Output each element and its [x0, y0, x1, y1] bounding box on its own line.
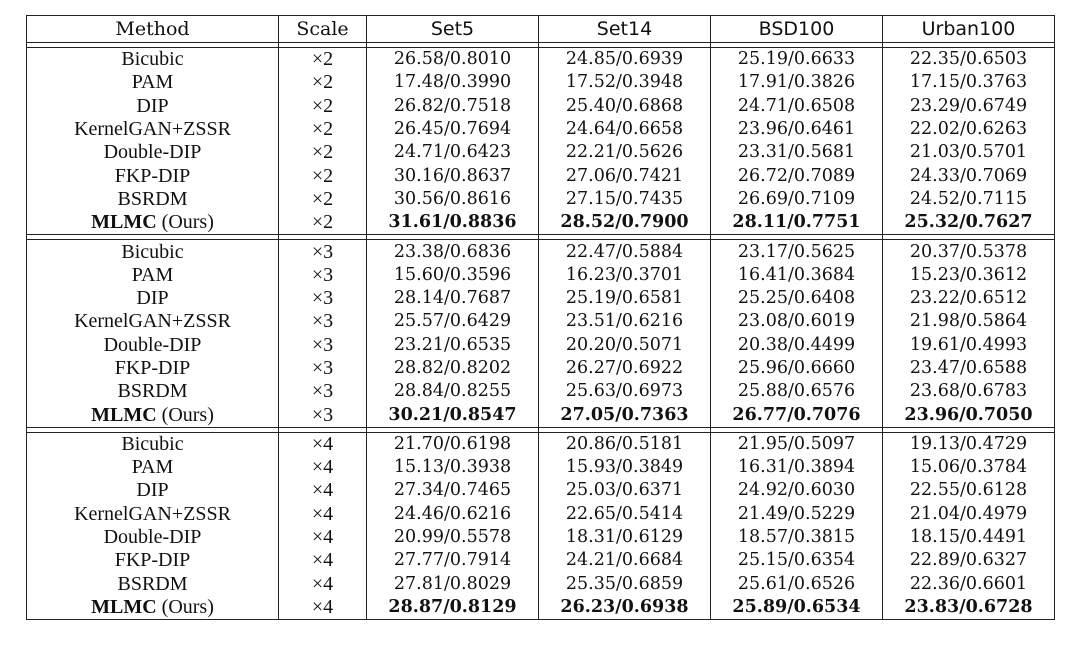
scale-cell: ×3: [279, 357, 367, 380]
value-cell: 22.36/0.6601: [883, 573, 1055, 596]
table-row: [27, 141, 1055, 164]
table-row: [27, 573, 1055, 596]
best-value-cell: 23.83/0.6728: [883, 596, 1055, 620]
scale-cell: ×4: [279, 479, 367, 502]
value-cell: 16.31/0.3894: [711, 456, 883, 479]
value-cell: 25.15/0.6354: [711, 549, 883, 572]
value-cell: 23.17/0.5625: [711, 240, 883, 264]
scale-cell: ×4: [279, 503, 367, 526]
method-cell: Bicubic: [27, 240, 279, 264]
ours-suffix: (Ours): [156, 211, 214, 234]
scale-cell: ×2: [279, 95, 367, 118]
scale-group: [27, 432, 1055, 619]
value-cell: 22.35/0.6503: [883, 48, 1055, 72]
best-value-cell: 23.96/0.7050: [883, 403, 1055, 427]
value-cell: 25.40/0.6868: [539, 95, 711, 118]
value-cell: 26.27/0.6922: [539, 357, 711, 380]
value-cell: 19.61/0.4993: [883, 334, 1055, 357]
value-cell: 20.86/0.5181: [539, 432, 711, 456]
ours-method-name: MLMC: [91, 403, 157, 426]
value-cell: 23.68/0.6783: [883, 380, 1055, 403]
scale-cell: ×4: [279, 549, 367, 572]
method-cell: Bicubic: [27, 48, 279, 72]
best-value-cell: 28.11/0.7751: [711, 211, 883, 235]
method-cell-ours: [27, 403, 279, 427]
value-cell: 21.03/0.5701: [883, 141, 1055, 164]
value-cell: 26.82/0.7518: [367, 95, 539, 118]
value-cell: 30.16/0.8637: [367, 164, 539, 187]
header-method: Method: [27, 16, 279, 43]
value-cell: 20.37/0.5378: [883, 240, 1055, 264]
table-row: [27, 456, 1055, 479]
value-cell: 15.06/0.3784: [883, 456, 1055, 479]
scale-cell: ×4: [279, 596, 367, 620]
value-cell: 18.57/0.3815: [711, 526, 883, 549]
table-row: [27, 48, 1055, 72]
method-cell: PAM: [27, 456, 279, 479]
scale-cell: ×2: [279, 211, 367, 235]
value-cell: 22.02/0.6263: [883, 118, 1055, 141]
best-value-cell: 27.05/0.7363: [539, 403, 711, 427]
method-cell: Double-DIP: [27, 526, 279, 549]
table-row: [27, 118, 1055, 141]
method-cell: Double-DIP: [27, 334, 279, 357]
table-row: [27, 380, 1055, 403]
method-cell: DIP: [27, 479, 279, 502]
value-cell: 20.38/0.4499: [711, 334, 883, 357]
scale-group: [27, 48, 1055, 235]
value-cell: 27.81/0.8029: [367, 573, 539, 596]
value-cell: 24.71/0.6508: [711, 95, 883, 118]
value-cell: 24.71/0.6423: [367, 141, 539, 164]
best-value-cell: 28.87/0.8129: [367, 596, 539, 620]
scale-cell: ×3: [279, 240, 367, 264]
value-cell: 22.21/0.5626: [539, 141, 711, 164]
table-row: [27, 71, 1055, 94]
method-cell: Bicubic: [27, 432, 279, 456]
scale-cell: ×2: [279, 164, 367, 187]
value-cell: 27.06/0.7421: [539, 164, 711, 187]
value-cell: 22.55/0.6128: [883, 479, 1055, 502]
value-cell: 25.61/0.6526: [711, 573, 883, 596]
best-value-cell: 28.52/0.7900: [539, 211, 711, 235]
header-set5: Set5: [367, 16, 539, 43]
method-cell: Double-DIP: [27, 141, 279, 164]
value-cell: 21.70/0.6198: [367, 432, 539, 456]
header-row: [27, 16, 1055, 43]
value-cell: 27.34/0.7465: [367, 479, 539, 502]
method-cell: KernelGAN+ZSSR: [27, 503, 279, 526]
value-cell: 26.72/0.7089: [711, 164, 883, 187]
ours-method-name: MLMC: [91, 211, 157, 234]
scale-cell: ×4: [279, 573, 367, 596]
value-cell: 19.13/0.4729: [883, 432, 1055, 456]
table-row: [27, 549, 1055, 572]
value-cell: 17.15/0.3763: [883, 71, 1055, 94]
scale-cell: ×3: [279, 334, 367, 357]
value-cell: 25.03/0.6371: [539, 479, 711, 502]
value-cell: 25.19/0.6581: [539, 287, 711, 310]
value-cell: 25.96/0.6660: [711, 357, 883, 380]
ours-suffix: (Ours): [156, 595, 214, 618]
table-row: [27, 164, 1055, 187]
value-cell: 24.21/0.6684: [539, 549, 711, 572]
table-row: [27, 188, 1055, 211]
table-row: [27, 240, 1055, 264]
value-cell: 24.52/0.7115: [883, 188, 1055, 211]
value-cell: 25.63/0.6973: [539, 380, 711, 403]
value-cell: 26.69/0.7109: [711, 188, 883, 211]
value-cell: 20.20/0.5071: [539, 334, 711, 357]
value-cell: 22.47/0.5884: [539, 240, 711, 264]
value-cell: 20.99/0.5578: [367, 526, 539, 549]
scale-cell: ×3: [279, 264, 367, 287]
table-row: [27, 526, 1055, 549]
table-row: [27, 264, 1055, 287]
value-cell: 23.22/0.6512: [883, 287, 1055, 310]
value-cell: 28.14/0.7687: [367, 287, 539, 310]
best-value-cell: 30.21/0.8547: [367, 403, 539, 427]
table-row: [27, 503, 1055, 526]
value-cell: 23.38/0.6836: [367, 240, 539, 264]
method-cell: KernelGAN+ZSSR: [27, 118, 279, 141]
header-set14: Set14: [539, 16, 711, 43]
value-cell: 23.21/0.6535: [367, 334, 539, 357]
best-value-cell: 25.32/0.7627: [883, 211, 1055, 235]
best-value-cell: 26.77/0.7076: [711, 403, 883, 427]
table-row: [27, 95, 1055, 118]
scale-cell: ×3: [279, 380, 367, 403]
best-value-cell: 31.61/0.8836: [367, 211, 539, 235]
method-cell: PAM: [27, 264, 279, 287]
scale-cell: ×4: [279, 456, 367, 479]
ours-method-name: MLMC: [91, 595, 157, 618]
value-cell: 24.92/0.6030: [711, 479, 883, 502]
value-cell: 26.45/0.7694: [367, 118, 539, 141]
table-row-ours: [27, 403, 1055, 427]
value-cell: 22.89/0.6327: [883, 549, 1055, 572]
scale-cell: ×2: [279, 71, 367, 94]
value-cell: 21.98/0.5864: [883, 310, 1055, 333]
method-cell: DIP: [27, 287, 279, 310]
table-row: [27, 334, 1055, 357]
method-cell: FKP-DIP: [27, 549, 279, 572]
value-cell: 18.31/0.6129: [539, 526, 711, 549]
value-cell: 25.57/0.6429: [367, 310, 539, 333]
method-cell-ours: [27, 211, 279, 235]
scale-cell: ×4: [279, 526, 367, 549]
header-scale: Scale: [279, 16, 367, 43]
value-cell: 24.46/0.6216: [367, 503, 539, 526]
value-cell: 23.29/0.6749: [883, 95, 1055, 118]
scale-cell: ×2: [279, 188, 367, 211]
value-cell: 15.23/0.3612: [883, 264, 1055, 287]
value-cell: 24.33/0.7069: [883, 164, 1055, 187]
table-row: [27, 357, 1055, 380]
value-cell: 24.64/0.6658: [539, 118, 711, 141]
header-bsd100: BSD100: [711, 16, 883, 43]
scale-cell: ×2: [279, 118, 367, 141]
value-cell: 17.52/0.3948: [539, 71, 711, 94]
value-cell: 21.95/0.5097: [711, 432, 883, 456]
value-cell: 25.35/0.6859: [539, 573, 711, 596]
value-cell: 28.82/0.8202: [367, 357, 539, 380]
value-cell: 15.60/0.3596: [367, 264, 539, 287]
table-row-ours: [27, 211, 1055, 235]
value-cell: 15.13/0.3938: [367, 456, 539, 479]
ours-suffix: (Ours): [156, 403, 214, 426]
table-header: [27, 16, 1055, 43]
value-cell: 16.23/0.3701: [539, 264, 711, 287]
best-value-cell: 26.23/0.6938: [539, 596, 711, 620]
value-cell: 25.19/0.6633: [711, 48, 883, 72]
scale-cell: ×3: [279, 310, 367, 333]
method-cell-ours: [27, 596, 279, 620]
value-cell: 28.84/0.8255: [367, 380, 539, 403]
value-cell: 18.15/0.4491: [883, 526, 1055, 549]
table-row: [27, 287, 1055, 310]
value-cell: 30.56/0.8616: [367, 188, 539, 211]
method-cell: BSRDM: [27, 573, 279, 596]
results-table: [26, 15, 1055, 620]
table-row-ours: [27, 596, 1055, 620]
header-urban100: Urban100: [883, 16, 1055, 43]
method-cell: BSRDM: [27, 380, 279, 403]
value-cell: 22.65/0.5414: [539, 503, 711, 526]
best-value-cell: 25.89/0.6534: [711, 596, 883, 620]
scale-cell: ×2: [279, 141, 367, 164]
value-cell: 23.96/0.6461: [711, 118, 883, 141]
value-cell: 27.77/0.7914: [367, 549, 539, 572]
value-cell: 21.04/0.4979: [883, 503, 1055, 526]
method-cell: FKP-DIP: [27, 164, 279, 187]
value-cell: 17.48/0.3990: [367, 71, 539, 94]
value-cell: 27.15/0.7435: [539, 188, 711, 211]
scale-cell: ×3: [279, 287, 367, 310]
value-cell: 24.85/0.6939: [539, 48, 711, 72]
value-cell: 16.41/0.3684: [711, 264, 883, 287]
value-cell: 23.47/0.6588: [883, 357, 1055, 380]
value-cell: 23.31/0.5681: [711, 141, 883, 164]
value-cell: 25.25/0.6408: [711, 287, 883, 310]
table-row: [27, 479, 1055, 502]
scale-cell: ×2: [279, 48, 367, 72]
scale-cell: ×4: [279, 432, 367, 456]
value-cell: 26.58/0.8010: [367, 48, 539, 72]
table-row: [27, 310, 1055, 333]
value-cell: 23.08/0.6019: [711, 310, 883, 333]
table-row: [27, 432, 1055, 456]
value-cell: 21.49/0.5229: [711, 503, 883, 526]
value-cell: 23.51/0.6216: [539, 310, 711, 333]
method-cell: PAM: [27, 71, 279, 94]
value-cell: 15.93/0.3849: [539, 456, 711, 479]
scale-group: [27, 240, 1055, 427]
method-cell: KernelGAN+ZSSR: [27, 310, 279, 333]
results-table-container: [26, 15, 1054, 620]
method-cell: FKP-DIP: [27, 357, 279, 380]
value-cell: 25.88/0.6576: [711, 380, 883, 403]
method-cell: DIP: [27, 95, 279, 118]
scale-cell: ×3: [279, 403, 367, 427]
value-cell: 17.91/0.3826: [711, 71, 883, 94]
method-cell: BSRDM: [27, 188, 279, 211]
